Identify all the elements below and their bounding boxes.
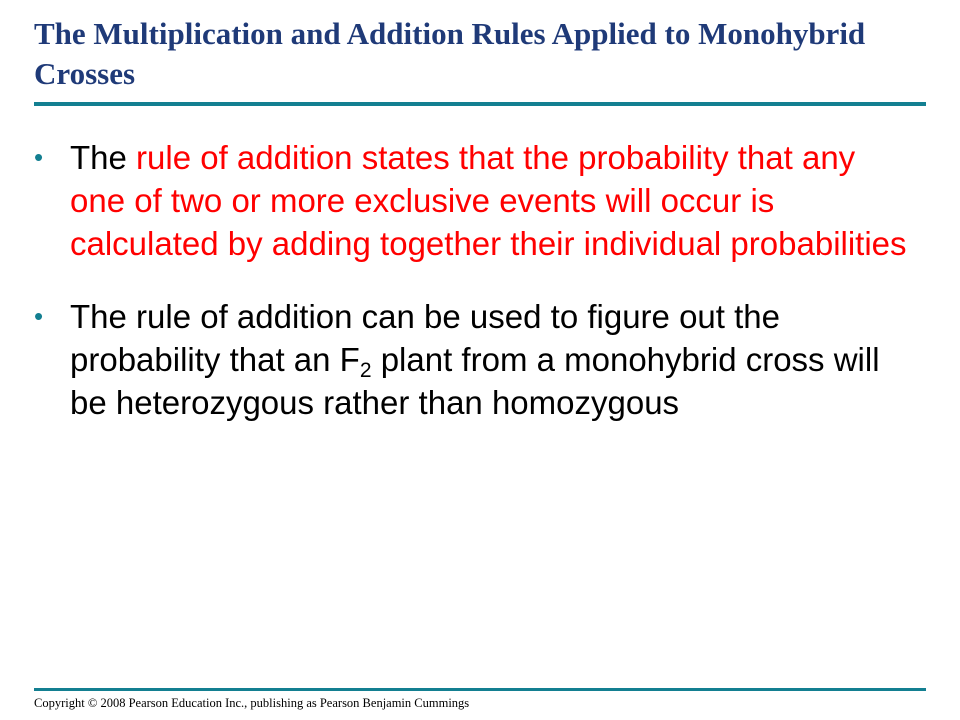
bullet-text-before-subscript: The rule of addition can be used to figure out the probability that an F <box>70 298 780 378</box>
footer-divider <box>34 688 926 691</box>
bullet-text-after-subscript: plant from a monohybrid cross will be heterozygous rather than homozygous <box>70 341 880 421</box>
bullet-lead-text: The <box>70 139 137 176</box>
copyright-footer: Copyright © 2008 Pearson Education Inc., publishing as Pearson Benjamin Cummings <box>34 696 470 710</box>
bullet-highlight-text: rule of addition states that the probability that any one of two or more exclusive events will occur is calculated by adding together their individual probabilities <box>70 139 907 262</box>
subscript-text: 2 <box>359 359 372 382</box>
bullet-dot-icon: • <box>34 142 44 172</box>
bullet-item-addition-definition <box>34 136 914 265</box>
bullet-item-addition-application <box>34 295 914 424</box>
title-divider <box>34 102 926 106</box>
slide-title: The Multiplication and Addition Rules Applied to Monohybrid Crosses <box>34 16 866 91</box>
bullet-list <box>34 136 914 454</box>
bullet-dot-icon: • <box>34 301 44 331</box>
